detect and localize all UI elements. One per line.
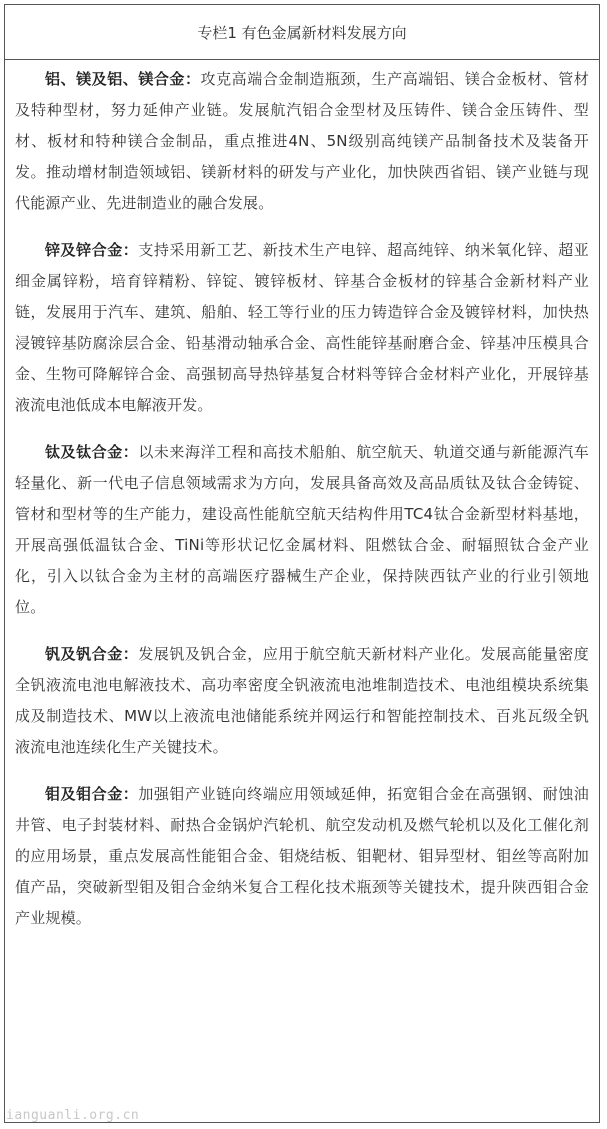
section-body: 攻克高端合金制造瓶颈，生产高端铝、镁合金板材、管材及特种型材，努力延伸产业链。发展航汽铝合金型材及压铸件、镁合金压铸件、型材、板材和特种镁合金制品，重点推进4N、5N级别高纯镁产品制备技术及装备开发。推动增材制造领域铝、镁新材料的研发与产业化，加快陕西省铝、镁产业链与现代能源产业、先进制造业的融合发展。 <box>15 70 589 212</box>
table-title-row <box>5 5 599 60</box>
section-heading: 钛及钛合金： <box>45 443 139 461</box>
section-heading: 钒及钒合金： <box>45 645 139 663</box>
table-content <box>5 60 599 934</box>
section-heading: 铝、镁及铝、镁合金： <box>45 70 201 88</box>
column-table <box>4 4 600 1123</box>
section-vanadium <box>15 639 589 763</box>
section-zinc <box>15 235 589 421</box>
watermark: ianguanli.org.cn <box>6 1108 140 1123</box>
section-titanium <box>15 437 589 623</box>
section-body: 支持采用新工艺、新技术生产电锌、超高纯锌、纳米氧化锌、超亚细金属锌粉，培育锌精粉、锌锭、镀锌板材、锌基合金板材的锌基合金新材料产业链，发展用于汽车、建筑、船舶、轻工等行业的压力铸造锌合金及镀锌材料，加快热浸镀锌基防腐涂层合金、铅基滑动轴承合金、高性能锌基耐磨合金、锌基冲压模具合金、生物可降解锌合金、高强韧高导热锌基复合材料等锌合金材料产业化，开展锌基液流电池低成本电解液开发。 <box>15 241 590 414</box>
section-molybdenum <box>15 779 589 934</box>
table-title: 专栏1 有色金属新材料发展方向 <box>197 23 407 42</box>
section-body: 发展钒及钒合金，应用于航空航天新材料产业化。发展高能量密度全钒液流电池电解液技术、高功率密度全钒液流电池堆制造技术、电池组模块系统集成及制造技术、MW以上液流电池储能系统并网运行和智能控制技术、百兆瓦级全钒液流电池连续化生产关键技术。 <box>15 645 590 756</box>
section-heading: 锌及锌合金： <box>45 241 139 259</box>
section-aluminum-magnesium <box>15 64 589 219</box>
section-body: 以未来海洋工程和高技术船舶、航空航天、轨道交通与新能源汽车轻量化、新一代电子信息领域需求为方向，发展具备高效及高品质钛及钛合金铸锭、管材和型材等的生产能力，建设高性能航空航天结构件用TC4钛合金新型材料基地，开展高强低温钛合金、TiNi等形状记忆金属材料、阻燃钛合金、耐辐照钛合金产业化，引入以钛合金为主材的高端医疗器械生产企业，保持陕西钛产业的行业引领地位。 <box>15 443 590 616</box>
section-heading: 钼及钼合金： <box>45 785 139 803</box>
section-body: 加强钼产业链向终端应用领域延伸，拓宽钼合金在高强钢、耐蚀油井管、电子封装材料、耐热合金锅炉汽轮机、航空发动机及燃气轮机以及化工催化剂的应用场景，重点发展高性能钼合金、钼烧结板、钼靶材、钼异型材、钼丝等高附加值产品，突破新型钼及钼合金纳米复合工程化技术瓶颈等关键技术，提升陕西钼合金产业规模。 <box>15 785 590 927</box>
